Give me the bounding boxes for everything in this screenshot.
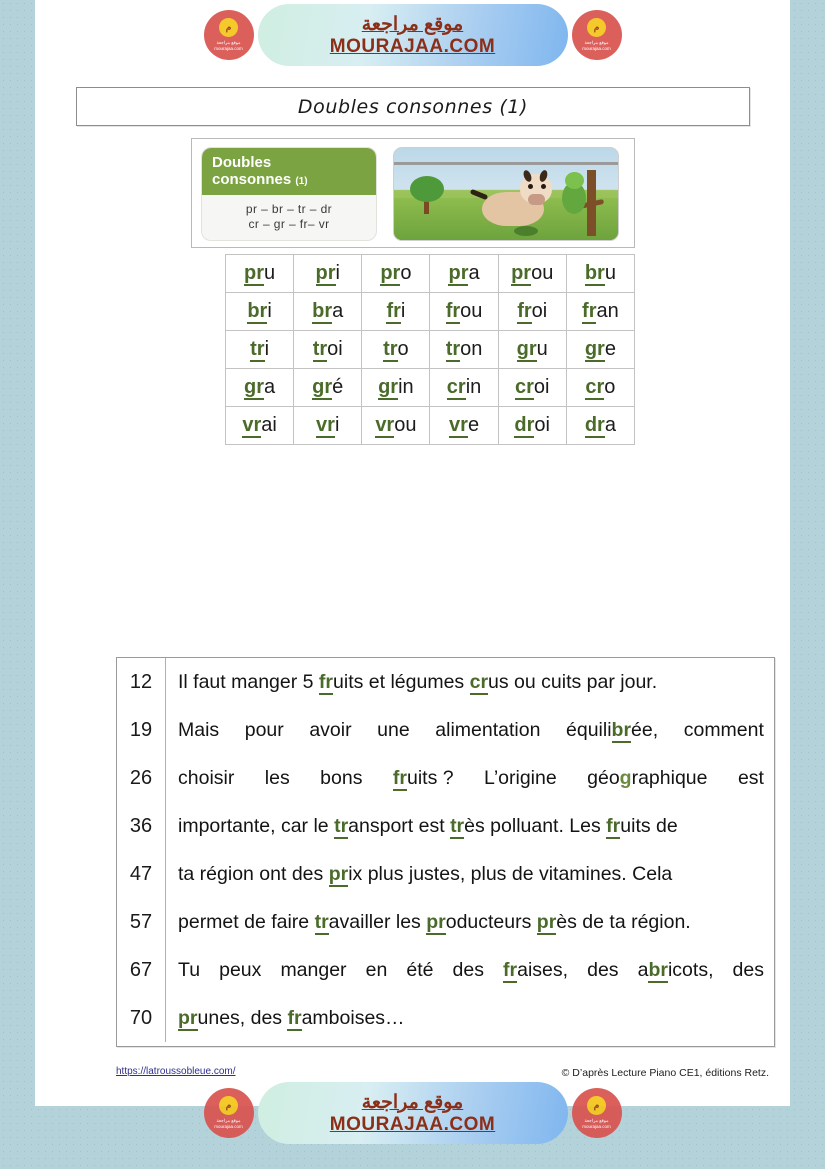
passage-text: ix plus justes, plus de vitamines. Cela [348, 863, 673, 885]
syllable-rest: a [264, 376, 276, 398]
passage-text: oducteurs [445, 911, 537, 933]
cluster-highlight: fr [503, 959, 518, 981]
cluster-line-2: cr – gr – fr– vr [248, 217, 330, 232]
passage-text: L’origine [484, 767, 557, 789]
syllable-rest: e [467, 414, 480, 436]
passage-line [117, 898, 774, 946]
lesson-card-number: (1) [295, 175, 308, 187]
syllable-rest: a [332, 300, 344, 322]
passage-line-text [166, 754, 774, 802]
passage-text: des [732, 959, 764, 981]
passage-line-text [166, 802, 774, 850]
cluster-highlight: gr [244, 376, 265, 398]
cluster-highlight: cr [469, 671, 489, 693]
syllable-cell [362, 369, 430, 407]
cluster-highlight-plain: g [619, 767, 632, 789]
cluster-highlight: pr [315, 262, 336, 284]
cluster-highlight: vr [375, 414, 395, 436]
watermark-arabic-bottom: موقع مراجعة [361, 1091, 464, 1113]
cluster-highlight: dr [514, 414, 535, 436]
illustration-rod [393, 162, 619, 165]
syllable-rest: o [604, 376, 616, 398]
cluster-highlight: gr [516, 338, 537, 360]
badge-glyph-left: م [219, 18, 238, 37]
cluster-highlight: fr [582, 300, 597, 322]
syllable-rest: in [398, 376, 414, 398]
cluster-highlight: pr [244, 262, 265, 284]
syllable-cell [430, 255, 498, 293]
passage-word [733, 946, 764, 994]
syllable-cell [362, 293, 430, 331]
syllable-cell [362, 331, 430, 369]
worksheet-title-box [76, 87, 750, 126]
passage-word [280, 946, 346, 994]
cluster-highlight: tr [250, 338, 265, 360]
passage-text: une [377, 719, 410, 741]
passage-word [178, 754, 234, 802]
syllable-cell [294, 293, 362, 331]
lesson-card-banner [202, 148, 376, 195]
cluster-highlight: br [312, 300, 333, 322]
passage-word [684, 706, 764, 754]
syllable-cell [498, 369, 566, 407]
passage-word [587, 754, 707, 802]
syllable-cell [430, 331, 498, 369]
passage-text: alimentation [435, 719, 541, 741]
line-number: 12 [117, 658, 166, 706]
syllable-cell [294, 369, 362, 407]
watermark-latin-bottom: MOURAJAA.COM [329, 1113, 496, 1135]
cluster-line-1: pr – br – tr – dr [245, 202, 333, 217]
passage-word [377, 706, 410, 754]
cluster-highlight: pr [536, 911, 557, 933]
line-number: 26 [117, 754, 166, 802]
cluster-highlight: fr [318, 671, 334, 693]
cluster-highlight: tr [312, 338, 328, 360]
passage-text: a [637, 959, 649, 981]
syllable-rest: o [400, 262, 412, 284]
line-number: 57 [117, 898, 166, 946]
watermark-latin-top: MOURAJAA.COM [329, 35, 496, 57]
syllable-rest: oi [534, 414, 550, 436]
syllable-rest: i [400, 300, 406, 322]
syllable-rest: a [468, 262, 480, 284]
passage-line [117, 802, 774, 850]
passage-word [178, 706, 219, 754]
passage-word [566, 706, 658, 754]
syllable-grid-body [226, 255, 635, 445]
cluster-highlight: gr [312, 376, 333, 398]
syllable-cell [362, 407, 430, 445]
passage-text: permet de faire [178, 911, 315, 933]
passage-text: uits de [620, 815, 678, 837]
passage-text: ansport est [348, 815, 451, 837]
syllable-cell [498, 407, 566, 445]
syllable-rest: i [267, 300, 272, 322]
syllable-rest: oi [531, 300, 548, 322]
passage-word [738, 754, 764, 802]
passage-text: été [406, 959, 434, 981]
reading-passage [116, 657, 775, 1047]
passage-text: uits et légumes [333, 671, 470, 693]
passage-text: comment [683, 719, 764, 741]
passage-word [638, 946, 714, 994]
passage-word [587, 946, 618, 994]
passage-text: les [264, 767, 290, 789]
syllable-rest: u [536, 338, 548, 360]
syllable-cell [566, 293, 634, 331]
passage-word [320, 754, 362, 802]
passage-line [117, 706, 774, 754]
syllable-rest: u [264, 262, 276, 284]
cluster-highlight: tr [334, 815, 349, 837]
passage-line [117, 754, 774, 802]
syllable-cell [430, 407, 498, 445]
syllable-cell [294, 331, 362, 369]
syllable-cell [566, 331, 634, 369]
cluster-highlight: br [584, 262, 605, 284]
cow-eye-right-icon [541, 184, 546, 189]
cow-eye-left-icon [528, 184, 533, 189]
passage-text: avoir [309, 719, 352, 741]
cluster-highlight: pr [380, 262, 401, 284]
line-number: 36 [117, 802, 166, 850]
syllable-rest: oi [327, 338, 343, 360]
passage-word [245, 706, 284, 754]
passage-text: uits ? [407, 767, 454, 789]
passage-word [178, 946, 200, 994]
cluster-highlight: br [247, 300, 268, 322]
source-url-link[interactable]: https://latroussobleue.com/ [116, 1066, 236, 1077]
lesson-illustration [393, 147, 619, 241]
syllable-grid [225, 254, 635, 445]
badge-glyph-right: م [587, 18, 606, 37]
badge-caption-left: موقع مراجعة mourajaa.com [214, 40, 243, 51]
cluster-highlight: br [648, 959, 668, 981]
passage-text: est [737, 767, 764, 789]
dragon-head-icon [565, 172, 584, 189]
cluster-highlight: fr [287, 1007, 302, 1029]
cluster-highlight: pr [448, 262, 469, 284]
syllable-rest: u [604, 262, 616, 284]
passage-text: icots, [667, 959, 714, 981]
passage-line-text [166, 658, 774, 706]
passage-word [453, 946, 484, 994]
cluster-highlight: vr [449, 414, 468, 436]
badge-glyph-left-bottom: م [219, 1096, 238, 1115]
passage-text: raphique [631, 767, 708, 789]
lesson-card-line1: Doubles [212, 154, 272, 171]
passage-text: importante, car le [178, 815, 335, 837]
worksheet-page [35, 0, 790, 1106]
passage-text: choisir [178, 767, 235, 789]
syllable-cell [226, 331, 294, 369]
syllable-rest: e [604, 338, 616, 360]
cluster-highlight: cr [446, 376, 466, 398]
passage-word [406, 946, 433, 994]
page-title: Doubles consonnes (1) [297, 95, 529, 118]
cluster-highlight: tr [383, 338, 398, 360]
passage-line [117, 850, 774, 898]
passage-text: pour [244, 719, 284, 741]
cluster-highlight: vr [242, 414, 262, 436]
lesson-card-line2: consonnes [212, 170, 292, 188]
cluster-highlight: tr [314, 911, 329, 933]
syllable-rest: ou [460, 300, 483, 322]
passage-line-text [166, 898, 774, 946]
syllable-rest: ai [261, 414, 277, 436]
passage-word [219, 946, 261, 994]
page-footer [116, 1066, 775, 1086]
passage-text: peux [219, 959, 262, 981]
cluster-highlight: pr [328, 863, 349, 885]
passage-text: ès polluant. Les [464, 815, 607, 837]
passage-text: géo [587, 767, 620, 789]
cluster-highlight: fr [517, 300, 532, 322]
cluster-highlight: tr [450, 815, 465, 837]
syllable-cell [498, 293, 566, 331]
syllable-row [226, 331, 635, 369]
line-number: 19 [117, 706, 166, 754]
badge-caption-left-bottom: موقع مراجعة mourajaa.com [214, 1118, 243, 1129]
syllable-cell [566, 407, 634, 445]
syllable-cell [566, 369, 634, 407]
syllable-cell [498, 255, 566, 293]
syllable-rest: on [460, 338, 483, 360]
passage-text: Il faut manger 5 [178, 671, 319, 693]
syllable-cell [362, 255, 430, 293]
cluster-highlight: fr [392, 767, 407, 789]
passage-word [309, 706, 351, 754]
syllable-row [226, 407, 635, 445]
syllable-rest: i [264, 338, 270, 360]
syllable-cell [498, 331, 566, 369]
passage-line-text [166, 850, 774, 898]
passage-word [503, 946, 568, 994]
syllable-rest: an [596, 300, 619, 322]
cluster-highlight: br [611, 719, 632, 741]
cluster-highlight: fr [606, 815, 621, 837]
syllable-rest: oi [533, 376, 550, 398]
passage-text: des [452, 959, 484, 981]
passage-text: bons [320, 767, 363, 789]
passage-line-text [166, 706, 774, 754]
cluster-highlight: vr [316, 414, 335, 436]
watermark-arabic-top: موقع مراجعة [361, 13, 464, 35]
badge-glyph-right-bottom: م [587, 1096, 606, 1115]
passage-line [117, 946, 774, 994]
passage-text: équili [566, 719, 612, 741]
passage-text: en [365, 959, 388, 981]
line-number: 70 [117, 994, 166, 1042]
line-number: 47 [117, 850, 166, 898]
syllable-rest: a [604, 414, 616, 436]
cluster-highlight: pr [178, 1007, 198, 1029]
passage-line [117, 994, 774, 1042]
cluster-highlight: fr [386, 300, 401, 322]
passage-text: ta région ont des [178, 863, 329, 885]
lesson-card [201, 147, 377, 241]
cluster-highlight: fr [445, 300, 461, 322]
line-number: 67 [117, 946, 166, 994]
passage-text: us ou cuits par jour. [488, 671, 658, 693]
passage-line [117, 658, 774, 706]
lesson-header [191, 138, 635, 248]
badge-caption-right-bottom: موقع مراجعة mourajaa.com [582, 1118, 611, 1129]
passage-text: Mais [178, 719, 220, 741]
passage-text: manger [280, 959, 347, 981]
syllable-rest: i [335, 262, 340, 284]
cluster-highlight: cr [514, 376, 534, 398]
cluster-highlight: tr [445, 338, 461, 360]
syllable-row [226, 293, 635, 331]
syllable-rest: in [465, 376, 482, 398]
cluster-highlight: gr [378, 376, 399, 398]
cluster-highlight: pr [511, 262, 532, 284]
syllable-rest: ou [394, 414, 417, 436]
cow-muzzle-icon [528, 194, 545, 205]
syllable-rest: i [334, 414, 340, 436]
syllable-cell [294, 407, 362, 445]
bush-icon [514, 226, 538, 236]
syllable-cell [226, 255, 294, 293]
passage-line-text [166, 994, 774, 1042]
syllable-row [226, 369, 635, 407]
copyright-credit: © D’après Lecture Piano CE1, éditions Retz. [561, 1067, 769, 1079]
passage-word [366, 946, 388, 994]
passage-word [393, 754, 454, 802]
cluster-highlight: cr [585, 376, 605, 398]
cluster-highlight: pr [426, 911, 446, 933]
passage-text: Tu [178, 959, 201, 981]
syllable-cell [226, 407, 294, 445]
passage-text: unes, des [197, 1007, 288, 1029]
syllable-cell [294, 255, 362, 293]
syllable-rest: é [332, 376, 344, 398]
syllable-row [226, 255, 635, 293]
passage-text: availler les [328, 911, 427, 933]
passage-text: aises, [517, 959, 569, 981]
syllable-cell [566, 255, 634, 293]
tree-crown-left-icon [410, 176, 444, 202]
passage-text: amboises… [301, 1007, 405, 1029]
syllable-cell [226, 369, 294, 407]
passage-text: ée, [631, 719, 659, 741]
passage-text: des [587, 959, 619, 981]
syllable-cell [430, 369, 498, 407]
cluster-highlight: gr [584, 338, 605, 360]
syllable-cell [226, 293, 294, 331]
passage-word [484, 754, 557, 802]
cluster-highlight: dr [584, 414, 605, 436]
passage-word [435, 706, 540, 754]
passage-line-text [166, 946, 774, 994]
lesson-card-clusters [202, 195, 376, 240]
syllable-rest: ou [531, 262, 554, 284]
passage-word [265, 754, 290, 802]
passage-text: ès de ta région. [556, 911, 691, 933]
syllable-cell [430, 293, 498, 331]
syllable-rest: o [397, 338, 409, 360]
badge-caption-right: موقع مراجعة mourajaa.com [582, 40, 611, 51]
